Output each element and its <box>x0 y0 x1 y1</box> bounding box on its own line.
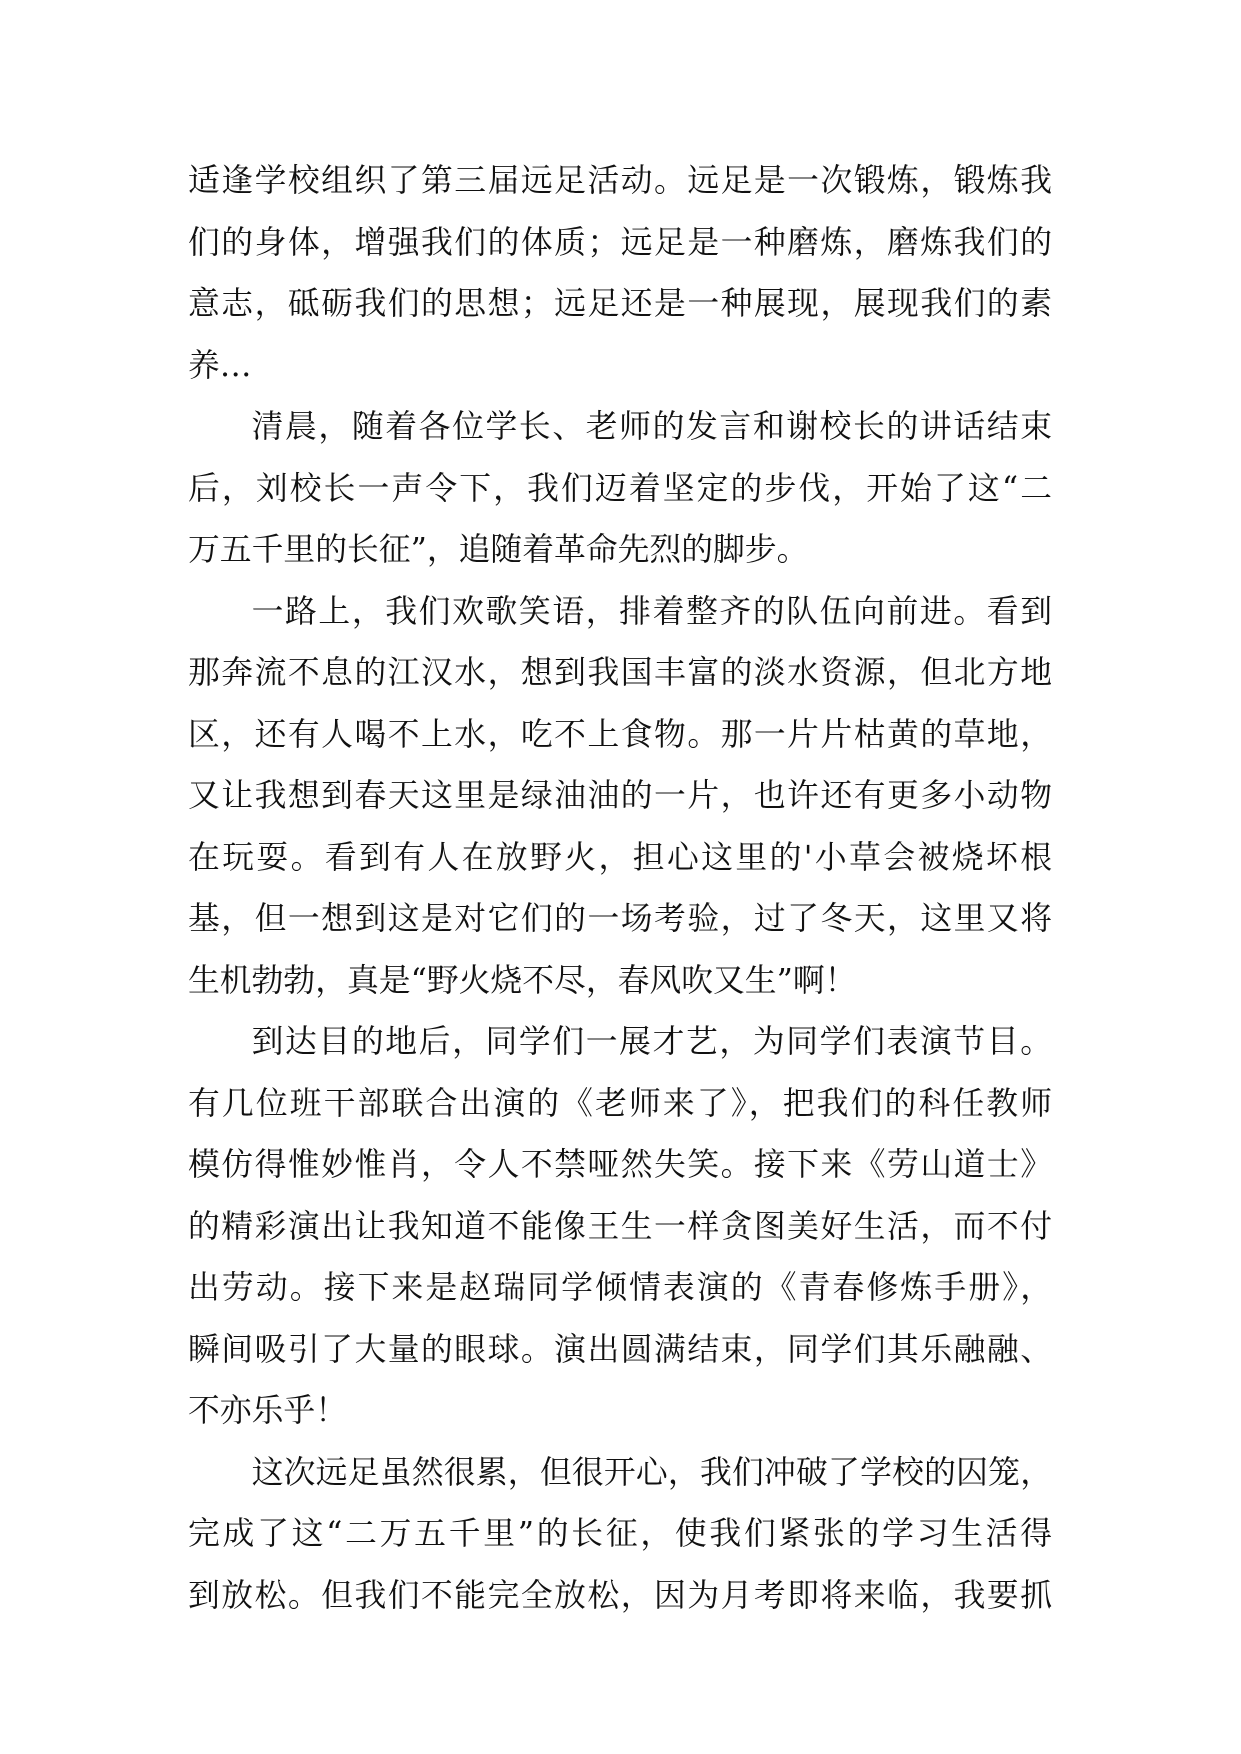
text-line: 意志，砥砺我们的思想；远足还是一种展现，展现我们的素 <box>188 285 1052 322</box>
text-line: 们的身体，增强我们的体质；远足是一种磨炼，磨炼我们的 <box>188 223 1052 261</box>
text-line: 区，还有人喝不上水，吃不上食物。那一片片枯黄的草地， <box>188 715 1052 753</box>
text-line: 那奔流不息的江汉水，想到我国丰富的淡水资源，但北方地 <box>188 654 1052 691</box>
text-line: 生机勃勃，真是“野火烧不尽，春风吹又生”啊！ <box>188 961 857 999</box>
text-line: 万五千里的长征”，追随着革命先烈的脚步。 <box>188 531 809 568</box>
text-line: 到达目的地后，同学们一展才艺，为同学们表演节目。 <box>251 1023 1052 1060</box>
text-line: 清晨，随着各位学长、老师的发言和谢校长的讲话结束 <box>251 408 1052 445</box>
body-text <box>188 150 1052 1626</box>
paragraph-2 <box>188 396 1052 581</box>
text-line: 完成了这“二万五千里”的长征，使我们紧张的学习生活得 <box>188 1515 1052 1552</box>
text-line: 基，但一想到这是对它们的一场考验，过了冬天，这里又将 <box>188 900 1052 937</box>
text-line: 适逢学校组织了第三届远足活动。远足是一次锻炼，锻炼我 <box>188 162 1052 199</box>
text-line: 瞬间吸引了大量的眼球。演出圆满结束，同学们其乐融融、 <box>188 1330 1052 1368</box>
text-line: 养… <box>188 346 252 384</box>
paragraph-5 <box>188 1442 1052 1627</box>
text-line: 又让我想到春天这里是绿油油的一片，也许还有更多小动物 <box>188 777 1052 814</box>
paragraph-4 <box>188 1011 1052 1442</box>
text-line: 一路上，我们欢歌笑语，排着整齐的队伍向前进。看到 <box>251 592 1052 630</box>
text-line: 这次远足虽然很累，但很开心，我们冲破了学校的囚笼， <box>251 1453 1052 1491</box>
text-line: 有几位班干部联合出演的《老师来了》，把我们的科任教师 <box>188 1084 1052 1122</box>
text-line: 出劳动。接下来是赵瑞同学倾情表演的《青春修炼手册》， <box>188 1269 1052 1306</box>
text-line: 模仿得惟妙惟肖，令人不禁哑然失笑。接下来《劳山道士》 <box>188 1146 1052 1183</box>
paragraph-1 <box>188 150 1052 396</box>
text-line: 到放松。但我们不能完全放松，因为月考即将来临，我要抓 <box>188 1576 1052 1614</box>
text-line: 在玩耍。看到有人在放野火，担心这里的'小草会被烧坏根 <box>188 838 1052 876</box>
text-line: 的精彩演出让我知道不能像王生一样贪图美好生活，而不付 <box>188 1207 1052 1245</box>
text-line: 不亦乐乎！ <box>188 1392 347 1429</box>
paragraph-3 <box>188 581 1052 1012</box>
text-line: 后，刘校长一声令下，我们迈着坚定的步伐，开始了这“二 <box>188 469 1052 507</box>
